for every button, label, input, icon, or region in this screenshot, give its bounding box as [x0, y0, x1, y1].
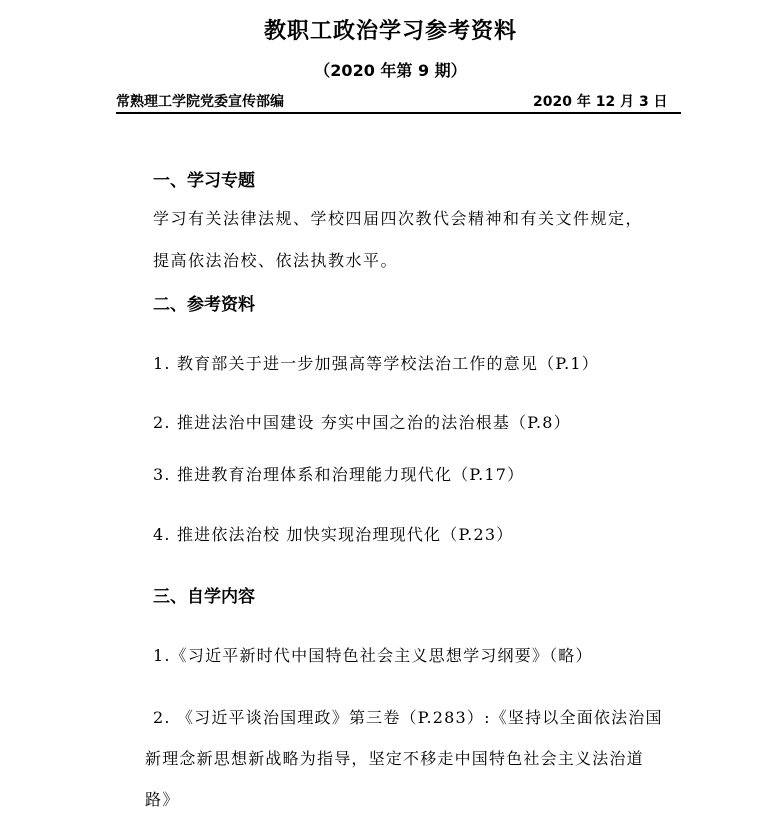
header-divider	[116, 112, 681, 114]
reference-item-3: 3. 推进教育治理体系和治理能力现代化（P.17）	[153, 465, 525, 484]
reference-item-4: 4. 推进依法治校 加快实现治理现代化（P.23）	[153, 525, 514, 544]
section-heading-study-topic: 一、学习专题	[153, 171, 255, 191]
study-topic-line-2: 提高依法治校、依法执教水平。	[153, 251, 399, 270]
self-study-item-2-line-1: 2. 《习近平谈治国理政》第三卷（P.283）:《坚持以全面依法治国	[153, 708, 663, 727]
document-title: 教职工政治学习参考资料	[263, 19, 517, 44]
publish-date: 2020 年 12 月 3 日	[533, 94, 668, 110]
study-topic-line-1: 学习有关法律法规、学校四届四次教代会精神和有关文件规定，	[153, 209, 644, 228]
self-study-item-2-line-2: 新理念新思想新战略为指导，坚定不移走中国特色社会主义法治道	[145, 749, 644, 768]
section-heading-reference-materials: 二、参考资料	[153, 295, 255, 315]
reference-item-2: 2. 推进法治中国建设 夯实中国之治的法治根基（P.8）	[153, 413, 571, 432]
reference-item-1: 1. 教育部关于进一步加强高等学校法治工作的意见（P.1）	[153, 354, 599, 373]
self-study-item-1: 1.《习近平新时代中国特色社会主义思想学习纲要》（略）	[153, 646, 593, 665]
issue-number: （2020 年第 9 期）	[314, 61, 467, 80]
section-heading-self-study: 三、自学内容	[153, 587, 255, 607]
self-study-item-2-line-3: 路》	[145, 790, 180, 809]
publisher: 常熟理工学院党委宣传部编	[116, 94, 284, 110]
